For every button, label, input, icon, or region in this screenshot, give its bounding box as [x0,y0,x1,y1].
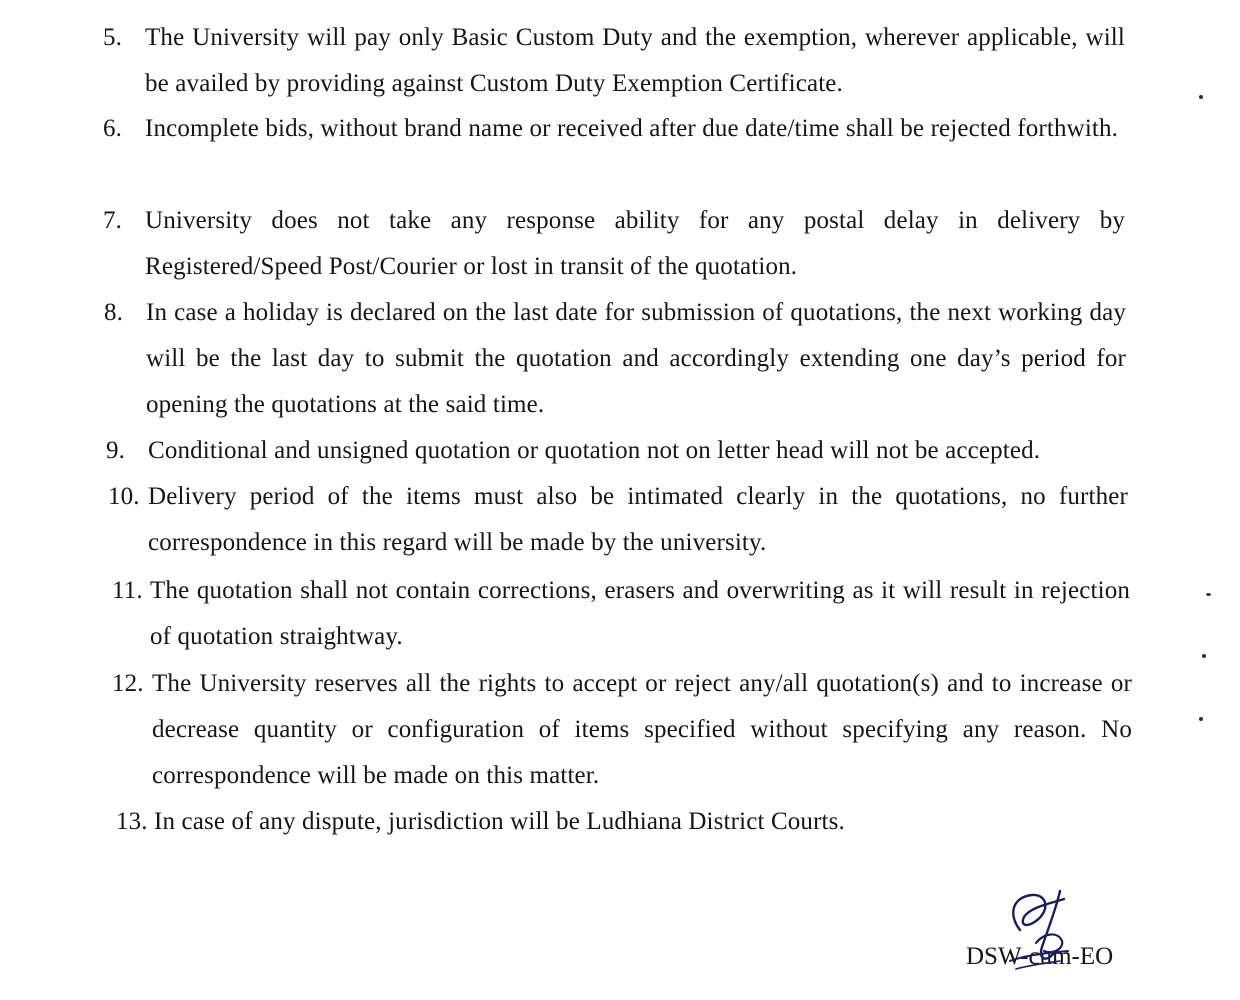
clause-6 [103,106,1125,152]
clause-text: Delivery period of the items must also be intimated clearly in the quotations, no further correspondence in this regard will be made by the university. [148,483,1128,556]
clause-number: 9. [106,437,126,464]
scan-speck [1199,717,1203,721]
clause-13 [116,799,1134,845]
signature-block [940,885,1160,995]
signatory-designation: DSW-cum-EO [966,943,1114,970]
clause-7 [103,198,1125,290]
clause-number: 5. [103,24,123,51]
clause-number: 12. [112,670,144,697]
clause-text: In case a holiday is declared on the last date for submission of quotations, the next working day will be the last day to submit the quotation and accordingly extending one day’s period for opening the quotations at the said time. [146,299,1126,418]
clause-10 [108,474,1128,566]
clause-text: University does not take any response ability for any postal delay in delivery by Registered/Speed Post/Courier or lost in transit of the quotation. [145,207,1125,280]
clause-9 [106,428,1128,474]
clause-8 [104,290,1126,428]
scan-speck [1199,95,1203,99]
scan-speck [1206,593,1211,596]
clause-12 [112,661,1132,799]
clause-5 [103,15,1125,107]
scan-speck [1202,654,1206,658]
clause-11 [112,568,1130,660]
clause-text: The quotation shall not contain corrections, erasers and overwriting as it will result in rejection of quotation straightway. [150,577,1130,650]
clause-number: 11. [112,577,143,604]
clause-text: The University will pay only Basic Custom Duty and the exemption, wherever applicable, will be availed by providing against Custom Duty Exemption Certificate. [145,24,1125,97]
clause-text: Incomplete bids, without brand name or received after due date/time shall be rejected forthwith. [145,115,1119,142]
clause-text: Conditional and unsigned quotation or quotation not on letter head will not be accepted. [148,437,1041,464]
clause-number: 8. [104,299,124,326]
clause-number: 7. [103,207,123,234]
clause-text: The University reserves all the rights to accept or reject any/all quotation(s) and to increase or decrease quantity or configuration of items specified without specifying any reason. No correspondence will be made on this matter. [152,670,1132,789]
clause-number: 6. [103,115,123,142]
clause-text: In case of any dispute, jurisdiction will be Ludhiana District Courts. [154,808,845,835]
clause-number: 13. [116,808,148,835]
clause-number: 10. [108,483,140,510]
handwritten-signature [990,885,1110,985]
